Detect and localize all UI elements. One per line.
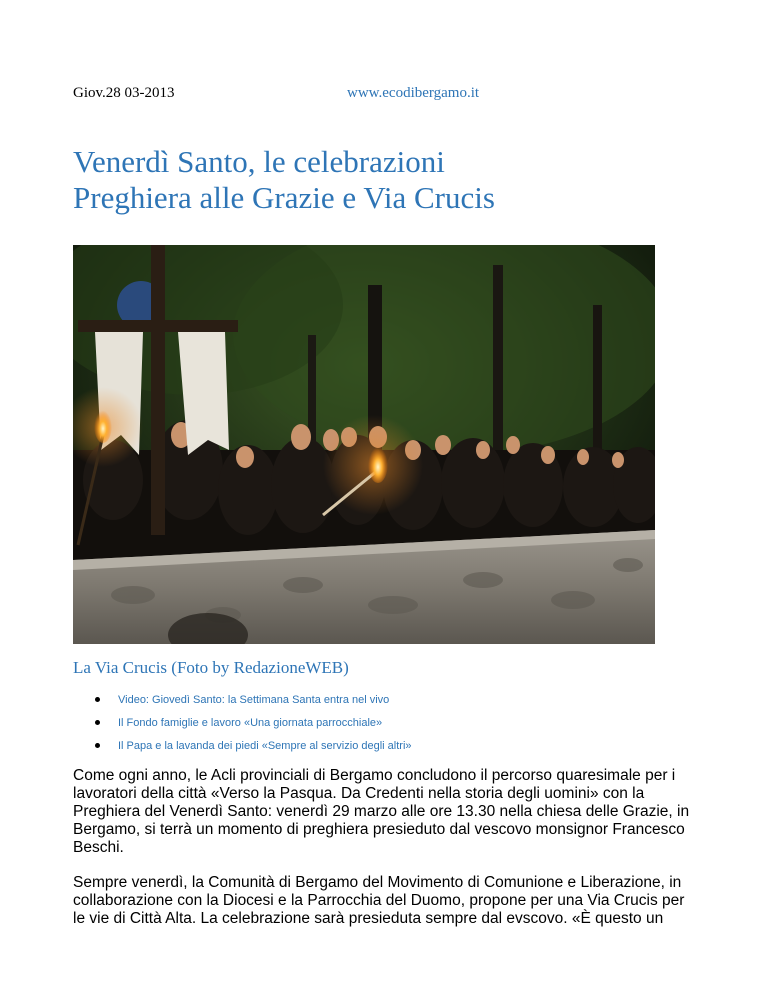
article-paragraph: Come ogni anno, le Acli provinciali di Bergamo concludono il percorso quaresimale per i lavoratori della città «Verso la Pasqua. Da Credenti nella storia degli uomini» con la Preghiera del Venerdì Santo: venerdì 29 marzo alle ore 13.30 nella chiesa delle Grazie, in Bergamo, si terrà un momento di preghiera presieduto dal vescovo monsignor Francesco Beschi. bbox=[73, 767, 690, 856]
bullet-icon bbox=[95, 697, 100, 702]
header-site-link[interactable]: www.ecodibergamo.it bbox=[347, 85, 480, 101]
related-link[interactable] bbox=[95, 693, 412, 716]
header-date: Giov.28 03-2013 bbox=[73, 85, 175, 101]
related-link-text[interactable]: Video: Giovedì Santo: la Settimana Santa entra nel vivo bbox=[118, 694, 390, 706]
photo-via-crucis-procession bbox=[73, 245, 655, 644]
related-link[interactable] bbox=[95, 716, 412, 739]
related-link[interactable] bbox=[95, 739, 412, 762]
article-title-line2: Preghiera alle Grazie e Via Crucis bbox=[73, 180, 495, 215]
bullet-icon bbox=[95, 743, 100, 748]
photo-caption: La Via Crucis (Foto by RedazioneWEB) bbox=[73, 658, 349, 677]
related-link-text[interactable]: Il Papa e la lavanda dei piedi «Sempre al servizio degli altri» bbox=[118, 740, 412, 752]
bullet-icon bbox=[95, 720, 100, 725]
related-link-text[interactable]: Il Fondo famiglie e lavoro «Una giornata parrocchiale» bbox=[118, 717, 383, 729]
article-photo bbox=[73, 245, 655, 644]
related-links-list bbox=[95, 693, 412, 762]
article-title-line1: Venerdì Santo, le celebrazioni bbox=[73, 144, 445, 179]
article-paragraph: Sempre venerdì, la Comunità di Bergamo del Movimento di Comunione e Liberazione, in collaborazione con la Diocesi e la Parrocchia del Duomo, propone per una Via Crucis per le vie di Città Alta. La celebrazione sarà presieduta sempre dal evscovo. «È questo un bbox=[73, 874, 685, 927]
article-title bbox=[73, 144, 495, 216]
